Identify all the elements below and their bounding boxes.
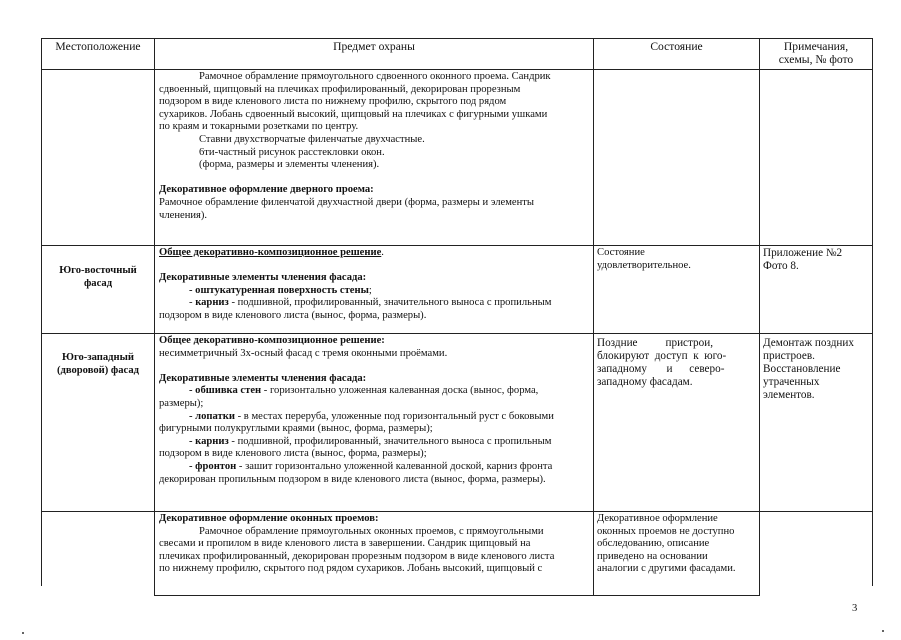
- row1-bottom-border: [41, 245, 873, 246]
- decorative-elements-heading: Декоративные элементы членения фасада:: [159, 372, 367, 384]
- composition-heading-dot: .: [381, 247, 384, 258]
- header-state: Состояние: [650, 40, 703, 53]
- col-border-1: [154, 38, 155, 596]
- row3-notes-line: Восстановление: [763, 363, 841, 375]
- row3-notes-line: элементов.: [763, 389, 815, 401]
- col-border-4: [872, 38, 873, 586]
- row3-line: подзором в виде кленового листа (вынос, форма, размеры);: [159, 448, 427, 460]
- row3-element-4: [159, 461, 589, 474]
- header-location: Местоположение: [55, 40, 141, 53]
- row2-line: подзором в виде кленового листа (вынос, форма, размеры).: [159, 309, 427, 321]
- row3-intro: несимметричный 3х-осный фасад с тремя оконными проёмами.: [159, 347, 448, 359]
- row2-state-line: удовлетворительное.: [597, 259, 691, 271]
- row1-line: сдвоенный, щипцовый на плечиках профилированный, декорирован прорезным: [159, 83, 521, 95]
- row3-location-line1: Юго-западный: [62, 352, 134, 363]
- row4-line: по нижнему профилю, скрытого под рядом сухариков. Лобань высокий, щипцовый с: [159, 563, 543, 575]
- row3-bottom-border: [41, 511, 873, 512]
- row2-location-line1: Юго-восточный: [59, 265, 137, 276]
- row2-element-1: [159, 285, 589, 298]
- row2-heading-line: [159, 247, 589, 260]
- row2-notes-line: Приложение №2: [763, 247, 843, 259]
- row2-location-line2: фасад: [83, 278, 113, 289]
- row4-state-line: оконных проемов не доступно: [597, 525, 735, 537]
- scan-speck: [882, 630, 884, 632]
- scan-speck: [22, 632, 24, 634]
- element-name: - карниз: [189, 435, 229, 447]
- row3-state-line: Поздние пристрои,: [597, 337, 714, 349]
- row1-line: Ставни двухстворчатые филенчатые двухчастные.: [199, 133, 425, 145]
- row2-element-2: [159, 297, 589, 310]
- row3-element-2: [159, 411, 589, 424]
- col-border-2: [593, 38, 594, 596]
- header-subject: Предмет охраны: [333, 40, 415, 53]
- element-desc: ;: [368, 284, 372, 296]
- row1-line: Рамочное обрамление прямоугольного сдвоенного оконного проема. Сандрик: [199, 71, 551, 82]
- element-name: - фронтон: [189, 460, 237, 472]
- decorative-elements-heading: Декоративные элементы членения фасада:: [159, 272, 367, 284]
- element-desc: - подшивной, профилированный, значительного выноса с пропильным: [228, 297, 552, 309]
- row4-line: Рамочное обрамление прямоугольных оконных проемов, с прямоугольными: [199, 525, 544, 537]
- table-bottom-border: [154, 595, 760, 596]
- header-bottom-border: [41, 69, 873, 70]
- row3-notes-line: пристроев.: [763, 350, 815, 362]
- element-name: карниз: [195, 297, 229, 309]
- header-notes: [760, 40, 872, 66]
- row4-state-line: Декоративное оформление: [597, 513, 718, 524]
- element-desc: - подшивной, профилированный, значительного выноса с пропильным: [228, 435, 552, 447]
- row4-state-line: обследованию, описание: [597, 538, 710, 550]
- row3-state-line: блокируют доступ к юго-: [597, 350, 727, 362]
- row4-state-line: приведено на основании: [597, 550, 708, 562]
- row3-state: [597, 337, 753, 389]
- element-desc: - в местах переруба, уложенные под горизонтальный руст с боковыми: [234, 410, 554, 422]
- windows-section-heading: Декоративное оформление оконных проемов:: [159, 513, 379, 524]
- row1-line: по краям и токарными розетками по центру.: [159, 121, 359, 133]
- col-border-0: [41, 38, 42, 586]
- row4-state-line: аналогии с другими фасадами.: [597, 563, 736, 575]
- row1-line: сухариков. Лобань сдвоенный высокий, щипцовый на плечиках с фигурными ушками: [159, 108, 548, 120]
- row1-line: Рамочное обрамление филенчатой двухчастной двери (форма, размеры и элементы: [159, 196, 535, 208]
- table-top-border: [41, 38, 873, 39]
- composition-heading: Общее декоративно-композиционное решение: [159, 247, 382, 258]
- row4-state: [597, 513, 757, 576]
- header-notes-line1: Примечания,: [783, 40, 849, 53]
- col-border-3: [759, 38, 760, 596]
- row3-element-1: [159, 385, 589, 398]
- row1-line: 6ти-частный рисунок расстекловки окон.: [199, 146, 385, 158]
- row3-state-line: западному фасадам.: [597, 376, 693, 388]
- row1-line: (форма, размеры и элементы членения).: [199, 159, 380, 171]
- door-section-heading: Декоративное оформление дверного проема:: [159, 184, 374, 196]
- element-desc: - горизонтально уложенная калеванная доска (вынос, форма,: [261, 385, 539, 397]
- row1-line: подзором в виде кленового листа по нижнему профилю, скрытого под рядом: [159, 96, 507, 108]
- element-name: - лопатки: [189, 410, 235, 422]
- row3-element-3: [159, 436, 589, 449]
- composition-heading: Общее декоративно-композиционное решение:: [159, 335, 385, 346]
- row1-line: членения).: [159, 209, 208, 221]
- row2-location: [42, 264, 154, 290]
- row3-state-line: западному и северо-: [597, 363, 725, 375]
- element-dash: -: [189, 297, 193, 309]
- element-name: - оштукатуренная поверхность стены: [189, 284, 369, 296]
- element-name: - обшивка стен: [189, 385, 262, 397]
- row4-subject: [159, 513, 589, 576]
- row3-line: размеры);: [159, 397, 204, 409]
- row3-notes-line: Демонтаж поздних: [763, 337, 854, 349]
- row3-line: фигурными полукруглыми краями (вынос, форма, размеры);: [159, 423, 433, 435]
- row2-subject: [159, 247, 589, 323]
- row3-notes-line: утраченных: [763, 376, 820, 388]
- row2-notes: [763, 247, 871, 273]
- row2-state: [597, 247, 757, 272]
- row3-subject: [159, 335, 589, 486]
- row4-line: свесами и пропилом в виде кленового листа в завершении. Сандрик щипцовый на: [159, 538, 531, 550]
- row3-location: [42, 351, 154, 377]
- row4-line: плечиках профилированный, декорирован прорезным подзором в виде кленового листа: [159, 550, 555, 562]
- page-number: 3: [852, 603, 858, 614]
- row3-location-line2: (дворовой) фасад: [56, 365, 140, 376]
- row2-notes-line: Фото 8.: [763, 260, 799, 272]
- row2-state-line: Состояние: [597, 247, 645, 258]
- row1-subject: [159, 71, 589, 222]
- element-desc: - зашит горизонтально уложенной калеванной доской, карниз фронта: [236, 460, 553, 472]
- row3-line: декорирован пропильным подзором в виде кленового листа (вынос, форма, размеры).: [159, 473, 546, 485]
- row3-notes: [763, 337, 871, 402]
- header-notes-line2: схемы, № фото: [778, 53, 854, 66]
- row2-bottom-border: [41, 333, 873, 334]
